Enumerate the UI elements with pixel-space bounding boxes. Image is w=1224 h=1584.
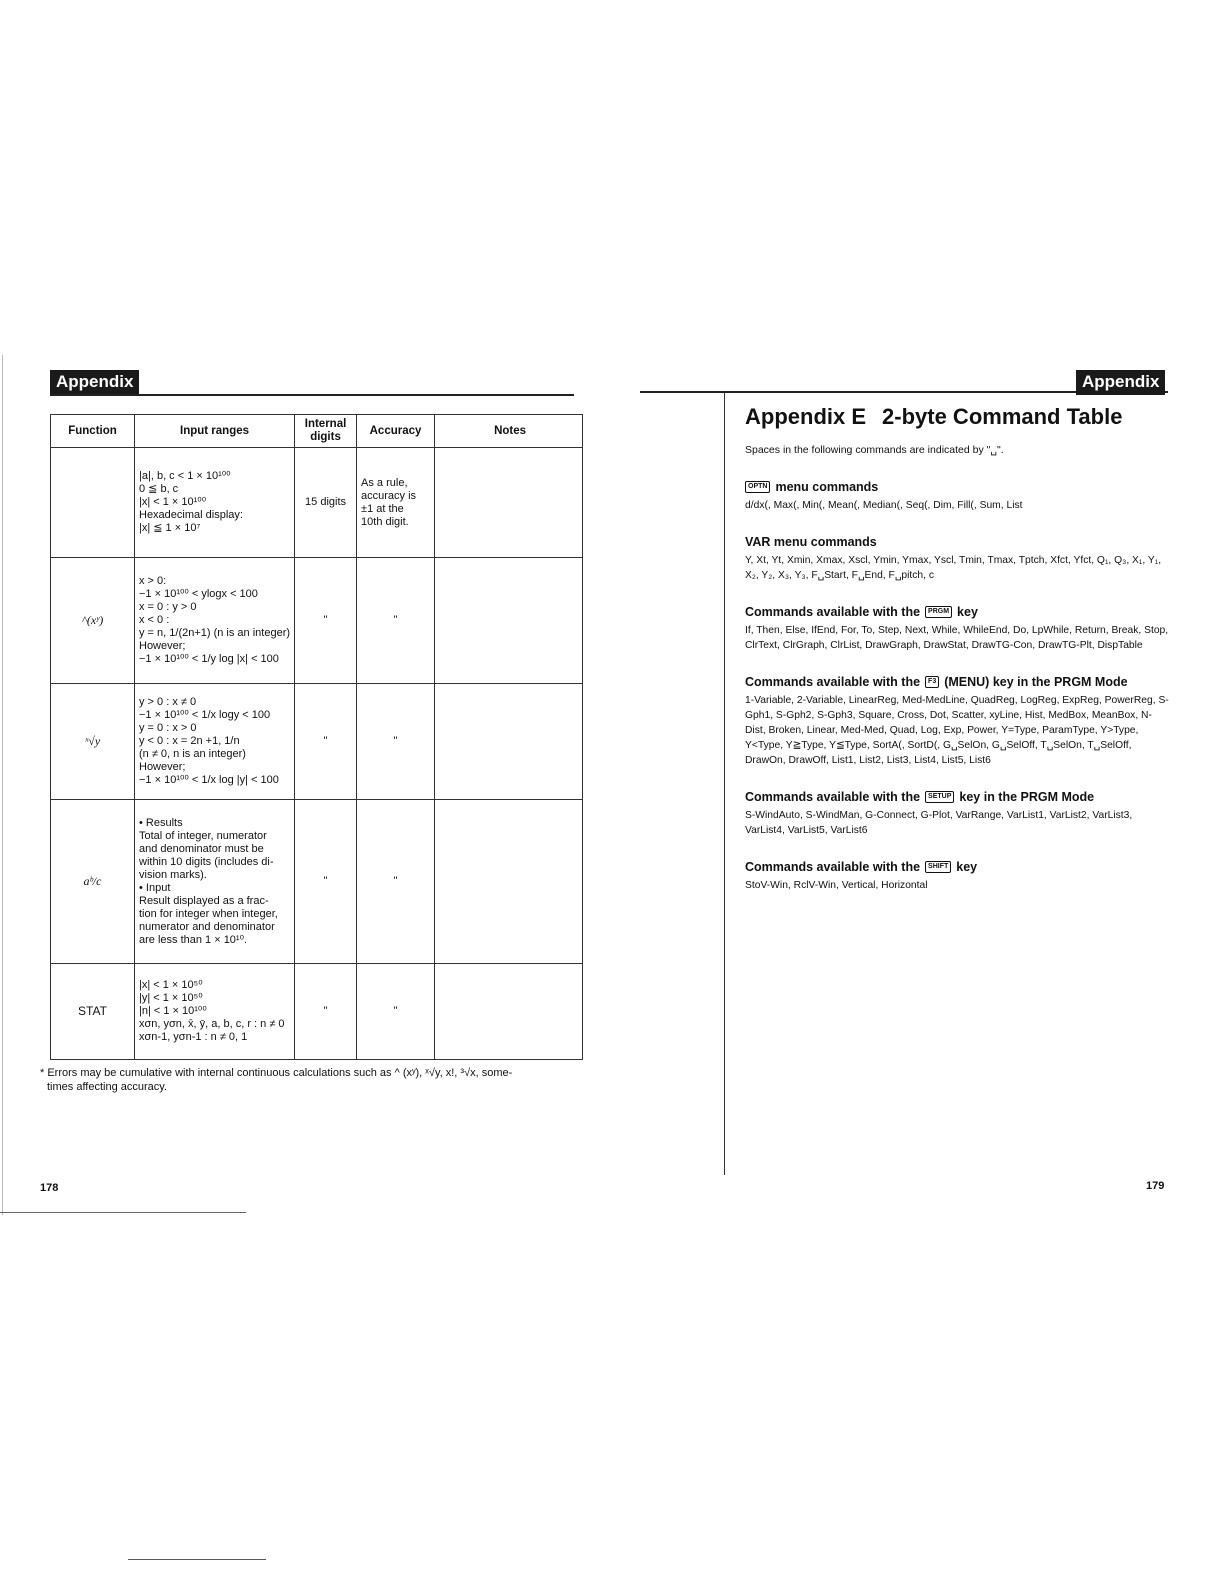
notes-cell	[435, 448, 583, 558]
input-range-line: tion for integer when integer,	[139, 907, 278, 920]
section-heading-text: Commands available with the	[745, 860, 921, 874]
accuracy-cell	[357, 964, 435, 1060]
accuracy-cell	[357, 684, 435, 800]
input-range-line: xσn, yσn, x̄, ȳ, a, b, c, r : n ≠ 0	[139, 1018, 285, 1030]
accuracy-line: "	[393, 875, 398, 887]
key-icon: SETUP	[925, 791, 954, 803]
table-row	[51, 558, 583, 684]
left-section-badge: Appendix	[50, 370, 139, 395]
input-range-cell	[135, 800, 295, 964]
command-list: If, Then, Else, IfEnd, For, To, Step, Next, While, WhileEnd, Do, LpWhile, Return, Break, Stop, ClrText, ClrGraph, ClrList, DrawGraph, DrawStat, DrawTG-Con, DrawTG-Plt, DispTable	[745, 625, 1169, 651]
command-section	[745, 790, 1170, 838]
column-header: Internal digits	[295, 415, 357, 448]
input-range-line: • Input	[139, 881, 171, 894]
internal-digits-cell: "	[295, 800, 357, 964]
input-range-line: However;	[139, 761, 186, 773]
command-section	[745, 860, 1170, 893]
column-header: Notes	[435, 415, 583, 448]
section-heading	[745, 535, 1170, 549]
internal-digits-cell: "	[295, 684, 357, 800]
accuracy-cell	[357, 558, 435, 684]
accuracy-cell	[357, 800, 435, 964]
command-section	[745, 605, 1170, 653]
input-range-line: y > 0 : x ≠ 0	[139, 696, 197, 708]
section-heading	[745, 605, 1170, 619]
column-header: Function	[51, 415, 135, 448]
table-body	[51, 448, 583, 1060]
accuracy-line: 10th digit.	[361, 515, 409, 528]
key-icon: OPTN	[745, 481, 770, 493]
input-range-cell	[135, 684, 295, 800]
table-header-row	[51, 415, 583, 448]
section-heading-text: VAR menu commands	[745, 535, 877, 549]
accuracy-line: "	[393, 614, 398, 626]
accuracy-line: As a rule,	[361, 476, 408, 489]
input-range-line: |a|, b, c < 1 × 10¹⁰⁰	[139, 470, 231, 482]
section-heading-text: Commands available with the	[745, 675, 921, 689]
table-row	[51, 448, 583, 558]
column-header: Input ranges	[135, 415, 295, 448]
input-range-line: |n| < 1 × 10¹⁰⁰	[139, 1005, 207, 1017]
input-range-line: However;	[139, 640, 186, 652]
input-range-line: and denominator must be	[139, 842, 264, 855]
input-range-line: |x| < 1 × 10¹⁰⁰	[139, 496, 207, 508]
accuracy-line: ±1 at the	[361, 502, 404, 515]
accuracy-cell	[357, 448, 435, 558]
input-range-line: y < 0 : x = 2n +1, 1/n	[139, 735, 240, 747]
command-table-content	[745, 404, 1170, 915]
input-range-line: Total of integer, numerator	[139, 829, 267, 842]
function-cell	[51, 448, 135, 558]
section-heading-suffix: key	[956, 860, 978, 874]
command-list: 1-Variable, 2-Variable, LinearReg, Med-MedLine, QuadReg, LogReg, ExpReg, PowerReg, S-Gph1, S-Gph2, S-Gph3, Square, Cross, Dot, Scatter, xyLine, Hist, MedBox, MeanBox, N-Dist, Broken, Linear, Med-Med, Quad, Log, Exp, Power, Y=Type, ParamType, Y>Type, Y<Type, Y≧Type, Y≦Type, SortA(, SortD(, G␣SelOn, G␣SelOff, T␣SelOn, T␣SelOff, DrawOn, DrawOff, List1, List2, List3, List4, List5, List6	[745, 695, 1169, 766]
input-range-line: Result displayed as a frac-	[139, 894, 269, 907]
input-range-line: within 10 digits (includes di-	[139, 855, 274, 868]
input-range-line: −1 × 10¹⁰⁰ < 1/y log |x| < 100	[139, 653, 279, 665]
input-range-line: |y| < 1 × 10⁵⁰	[139, 992, 203, 1004]
notes-cell	[435, 964, 583, 1060]
internal-digits-cell: "	[295, 964, 357, 1060]
notes-cell	[435, 558, 583, 684]
input-range-line: −1 × 10¹⁰⁰ < 1/x log |y| < 100	[139, 774, 279, 786]
table-row	[51, 800, 583, 964]
footnote-line: * Errors may be cumulative with internal continuous calculations such as ^ (xʸ), ˣ√y, x!, ³√x, some-	[40, 1067, 513, 1079]
input-range-line: (n ≠ 0, n is an integer)	[139, 748, 246, 760]
input-range-line: −1 × 10¹⁰⁰ < 1/x logy < 100	[139, 709, 271, 721]
section-heading	[745, 860, 1170, 874]
input-range-line: |x| ≦ 1 × 10⁷	[139, 522, 201, 534]
function-cell: ˣ√y	[51, 684, 135, 800]
input-range-line: xσn-1, yσn-1 : n ≠ 0, 1	[139, 1031, 248, 1043]
input-range-line: are less than 1 × 10¹⁰.	[139, 933, 248, 946]
intro-text: Spaces in the following commands are indicated by "␣".	[745, 444, 1004, 456]
appendix-title: 2-byte Command Table	[882, 404, 1123, 429]
page-edge-rule	[2, 355, 3, 1215]
input-range-line: y = n, 1/(2n+1) (n is an integer)	[139, 627, 291, 639]
function-cell: STAT	[51, 964, 135, 1060]
right-section-badge: Appendix	[1076, 370, 1165, 395]
link-underline	[128, 1559, 266, 1560]
command-list: StoV-Win, RclV-Win, Vertical, Horizontal	[745, 880, 928, 891]
input-range-line: y = 0 : x > 0	[139, 722, 197, 734]
input-range-line: 0 ≦ b, c	[139, 483, 179, 495]
input-range-line: numerator and denominator	[139, 920, 275, 933]
footnote	[40, 1066, 580, 1094]
section-heading-suffix: (MENU) key in the PRGM Mode	[944, 675, 1128, 689]
command-section	[745, 480, 1170, 513]
appendix-label: Appendix E	[745, 404, 867, 429]
input-range-line: x = 0 : y > 0	[139, 601, 197, 613]
page-number: 178	[40, 1182, 59, 1194]
input-range-line: |x| < 1 × 10⁵⁰	[139, 979, 203, 991]
input-range-line: vision marks).	[139, 868, 207, 881]
command-list: Y, Xt, Yt, Xmin, Xmax, Xscl, Ymin, Ymax, Yscl, Tmin, Tmax, Tptch, Xfct, Yfct, Q₁, Q₃, X₁, Y₁, X₂, Y₂, X₃, Y₃, F␣Start, F␣End, F␣pitch, c	[745, 555, 1162, 581]
key-icon: SHIFT	[925, 861, 951, 873]
input-range-line: x < 0 :	[139, 614, 170, 626]
notes-cell	[435, 800, 583, 964]
input-range-cell	[135, 964, 295, 1060]
section-heading-suffix: key in the PRGM Mode	[959, 790, 1095, 804]
function-cell: ^(xʸ)	[51, 558, 135, 684]
left-header-rule	[50, 394, 574, 396]
section-heading-suffix: key	[957, 605, 978, 619]
section-heading	[745, 790, 1170, 804]
input-range-line: x > 0:	[139, 575, 167, 587]
table-row	[51, 964, 583, 1060]
section-heading-text: menu commands	[775, 480, 879, 494]
section-heading	[745, 675, 1170, 689]
footnote-line: times affecting accuracy.	[47, 1081, 168, 1093]
section-heading-text: Commands available with the	[745, 790, 921, 804]
accuracy-line: accuracy is	[361, 489, 417, 502]
input-range-cell	[135, 558, 295, 684]
command-section	[745, 535, 1170, 583]
accuracy-line: "	[393, 735, 398, 747]
accuracy-line: "	[393, 1005, 398, 1017]
key-icon: F3	[925, 676, 939, 688]
internal-digits-cell: 15 digits	[295, 448, 357, 558]
command-list: S-WindAuto, S-WindMan, G-Connect, G-Plot, VarRange, VarList1, VarList2, VarList3, VarList4, VarList5, VarList6	[745, 810, 1133, 836]
function-cell: aᵇ/c	[51, 800, 135, 964]
internal-digits-cell: "	[295, 558, 357, 684]
command-section	[745, 675, 1170, 768]
input-range-line: • Results	[139, 816, 183, 829]
input-range-line: −1 × 10¹⁰⁰ < ylogx < 100	[139, 588, 258, 600]
notes-cell	[435, 684, 583, 800]
key-icon: PRGM	[925, 606, 952, 618]
table-row	[51, 684, 583, 800]
column-divider	[724, 393, 725, 1175]
bottom-rule	[0, 1212, 246, 1213]
page-number: 179	[1146, 1180, 1165, 1192]
command-list: d/dx(, Max(, Min(, Mean(, Median(, Seq(, Dim, Fill(, Sum, List	[745, 500, 1023, 511]
input-range-line: Hexadecimal display:	[139, 509, 243, 521]
command-sections	[745, 480, 1170, 893]
section-heading-text: Commands available with the	[745, 605, 921, 619]
column-header: Accuracy	[357, 415, 435, 448]
function-ranges-table	[50, 414, 583, 1060]
section-heading	[745, 480, 1170, 494]
page-title	[745, 404, 1170, 430]
input-range-cell	[135, 448, 295, 558]
